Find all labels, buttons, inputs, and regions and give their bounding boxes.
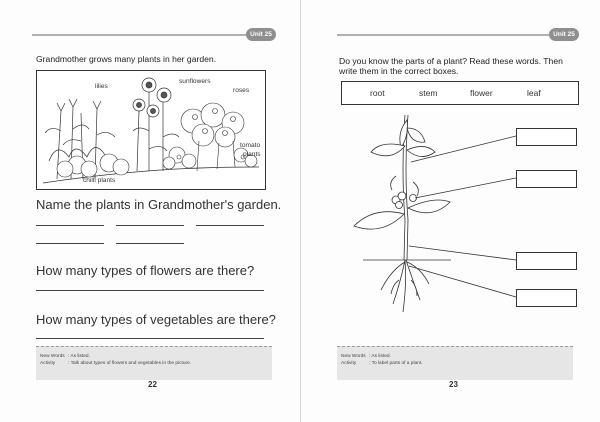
word-bank	[341, 81, 579, 105]
answer-line[interactable]	[36, 225, 104, 226]
new-words-label: New Words	[40, 354, 65, 359]
garden-illustration	[37, 71, 265, 189]
instruction-line-2: write them in the correct boxes.	[339, 66, 459, 76]
chilli-plants	[57, 154, 129, 177]
instruction-line-1: Do you know the parts of a plant? Read these words. Then	[339, 56, 563, 66]
label-roses: roses	[233, 87, 250, 94]
new-words-label: New Words	[341, 354, 366, 359]
answer-line[interactable]	[116, 243, 184, 244]
unit-rule	[337, 34, 571, 36]
new-words-value: : As listed.	[369, 354, 391, 359]
activity-label: Activity	[40, 361, 56, 366]
garden-picture	[36, 70, 266, 190]
label-chilli-plants: chilli plants	[83, 177, 116, 184]
label-tomato-plants: plants	[243, 151, 261, 158]
question-3: How many types of vegetables are there?	[36, 312, 276, 327]
label-sunflowers: sunflowers	[179, 78, 211, 85]
teacher-notes	[36, 346, 272, 380]
activity-value: : To label parts of a plant.	[369, 361, 423, 366]
word-root: root	[370, 88, 385, 98]
unit-rule	[32, 34, 264, 36]
answer-line[interactable]	[36, 243, 104, 244]
answer-box[interactable]	[516, 289, 577, 307]
answer-line[interactable]	[196, 225, 264, 226]
new-words-value: : As listed.	[68, 354, 90, 359]
answer-box[interactable]	[516, 252, 577, 270]
activity-value: : Talk about types of flowers and vegetables in the picture.	[68, 361, 192, 366]
question-1: Name the plants in Grandmother's garden.	[36, 197, 282, 212]
word-leaf: leaf	[527, 88, 541, 98]
label-tomato: tomato	[240, 142, 261, 149]
question-2: How many types of flowers are there?	[36, 263, 255, 278]
activity-label: Activity	[341, 361, 357, 366]
intro-text: Grandmother grows many plants in her garden.	[36, 54, 217, 64]
word-stem: stem	[419, 88, 438, 98]
right-page	[300, 0, 600, 422]
answer-line[interactable]	[36, 338, 264, 339]
teacher-notes	[337, 346, 573, 380]
answer-line[interactable]	[36, 290, 264, 291]
answer-line[interactable]	[116, 225, 184, 226]
page-number: 22	[148, 380, 157, 389]
answer-box[interactable]	[516, 128, 577, 146]
unit-badge: Unit 25	[246, 28, 276, 41]
answer-box[interactable]	[516, 170, 577, 188]
page-number: 23	[449, 380, 458, 389]
word-flower: flower	[470, 88, 493, 98]
label-lilies: lilies	[95, 83, 108, 90]
unit-badge: Unit 25	[549, 28, 579, 41]
